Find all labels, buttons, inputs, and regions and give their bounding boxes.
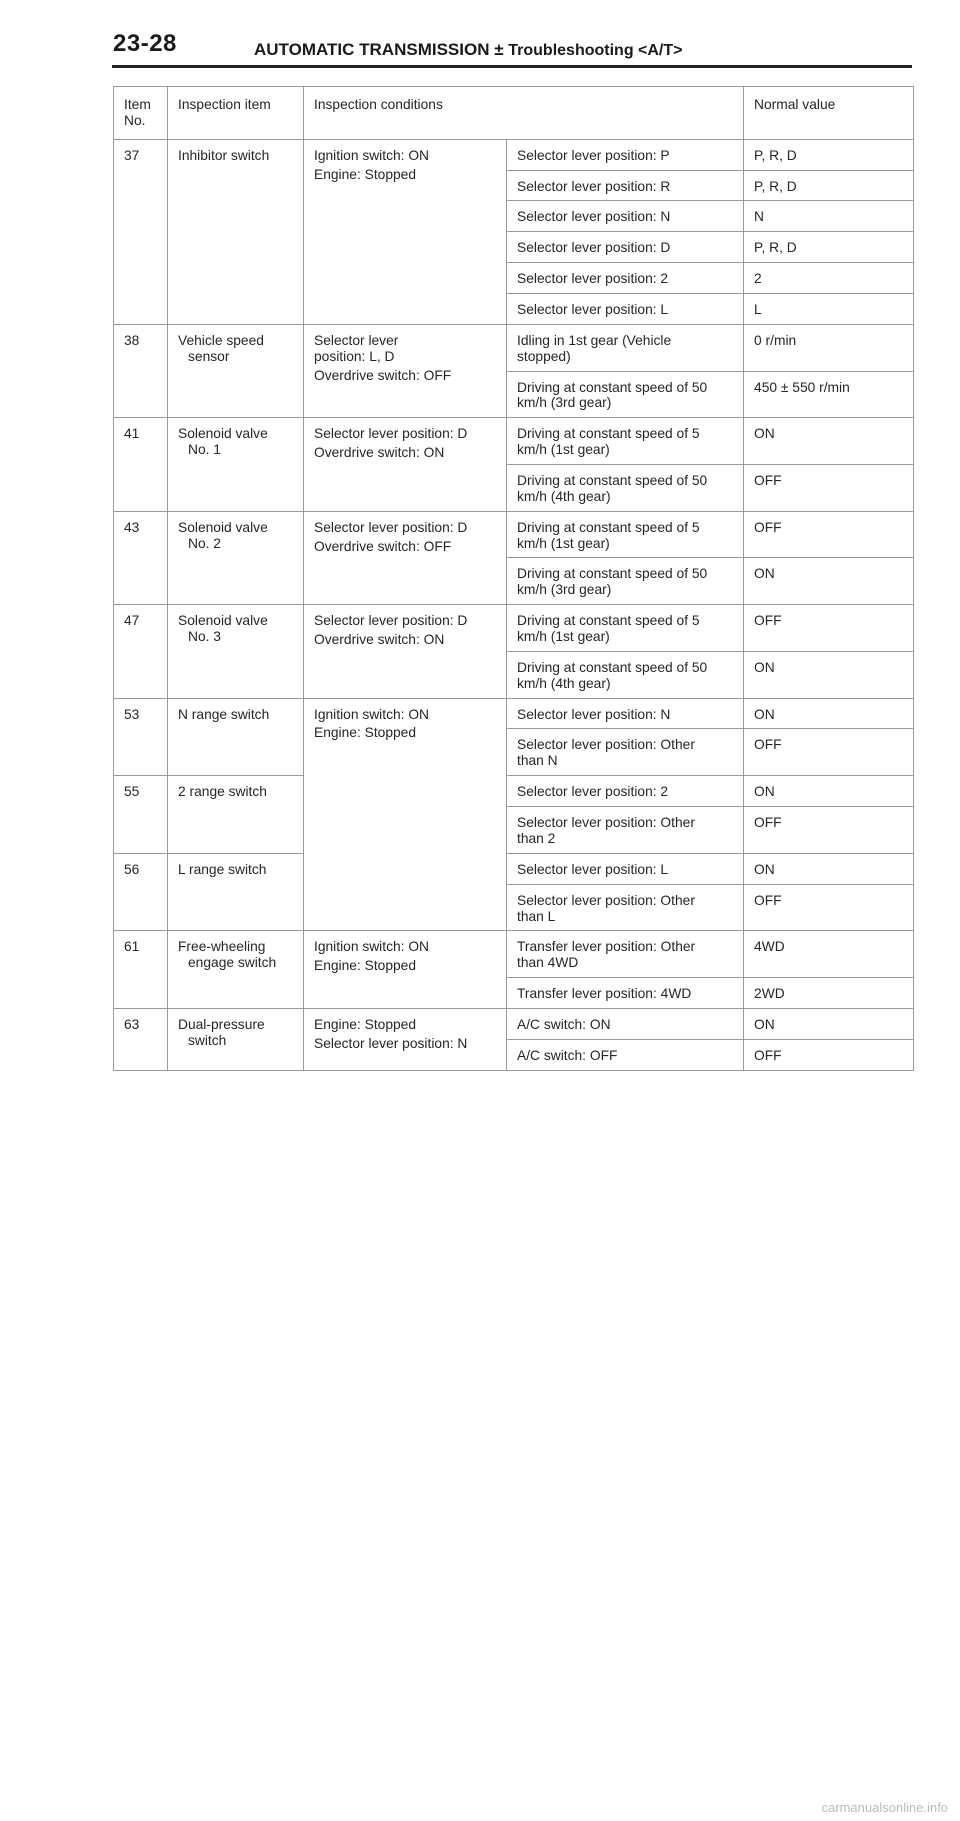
table-row bbox=[114, 776, 914, 807]
condition-line: Ignition switch: ON bbox=[314, 939, 430, 955]
table-row bbox=[114, 418, 914, 465]
condition-line: Overdrive switch: OFF bbox=[314, 367, 452, 383]
table-row bbox=[114, 139, 914, 170]
inspection-item: N range switch bbox=[168, 698, 304, 776]
inspection-item bbox=[168, 418, 304, 511]
condition-line: Driving at constant speed of 50 bbox=[517, 659, 708, 675]
condition-detail bbox=[507, 651, 744, 698]
condition-line: km/h (1st gear) bbox=[517, 629, 610, 645]
condition-line: Transfer lever position: 4WD bbox=[517, 986, 692, 1002]
condition-line: km/h (1st gear) bbox=[517, 535, 610, 551]
normal-value: 2 bbox=[744, 263, 914, 294]
item-line: Free-wheeling bbox=[178, 939, 266, 955]
condition-line: position: L, D bbox=[314, 348, 395, 364]
condition-detail: Selector lever position: L bbox=[507, 294, 744, 325]
normal-value: OFF bbox=[744, 884, 914, 931]
item-number: 63 bbox=[114, 1008, 168, 1070]
normal-value: 4WD bbox=[744, 931, 914, 978]
item-line: sensor bbox=[188, 348, 230, 364]
condition-line: Selector lever position: D bbox=[314, 426, 468, 442]
condition-line: Engine: Stopped bbox=[314, 1016, 417, 1032]
item-line: engage switch bbox=[188, 955, 277, 971]
inspection-item: Inhibitor switch bbox=[168, 139, 304, 324]
inspection-conditions bbox=[304, 605, 507, 698]
condition-line: Driving at constant speed of 50 bbox=[517, 379, 708, 395]
item-number: 47 bbox=[114, 605, 168, 698]
condition-line: Ignition switch: ON bbox=[314, 147, 430, 163]
condition-line: Selector lever bbox=[314, 332, 399, 348]
normal-value: P, R, D bbox=[744, 139, 914, 170]
item-number: 53 bbox=[114, 698, 168, 776]
table-row bbox=[114, 324, 914, 371]
condition-line: than N bbox=[517, 753, 558, 769]
condition-line: Selector lever position: Other bbox=[517, 815, 695, 831]
condition-line: Driving at constant speed of 50 bbox=[517, 473, 708, 489]
inspection-conditions bbox=[304, 139, 507, 324]
condition-detail bbox=[507, 776, 744, 807]
inspection-table bbox=[113, 86, 914, 1071]
condition-detail bbox=[507, 465, 744, 512]
condition-line: than 4WD bbox=[517, 955, 579, 971]
condition-line: Driving at constant speed of 50 bbox=[517, 566, 708, 582]
condition-detail bbox=[507, 605, 744, 652]
condition-detail bbox=[507, 558, 744, 605]
condition-line: km/h (1st gear) bbox=[517, 442, 610, 458]
inspection-conditions bbox=[304, 698, 507, 931]
condition-detail bbox=[507, 729, 744, 776]
condition-detail: Selector lever position: N bbox=[507, 201, 744, 232]
item-number: 43 bbox=[114, 511, 168, 604]
condition-line: Selector lever position: N bbox=[517, 706, 671, 722]
condition-line: km/h (4th gear) bbox=[517, 488, 611, 504]
inspection-conditions bbox=[304, 931, 507, 1009]
column-header: Inspection conditions bbox=[304, 87, 744, 140]
column-header: Inspection item bbox=[168, 87, 304, 140]
inspection-item bbox=[168, 931, 304, 1009]
header-rule bbox=[112, 65, 912, 68]
item-line: No. 3 bbox=[188, 629, 221, 645]
item-number: 38 bbox=[114, 324, 168, 417]
condition-line: Overdrive switch: OFF bbox=[314, 538, 452, 554]
condition-detail: Selector lever position: 2 bbox=[507, 263, 744, 294]
condition-detail: A/C switch: OFF bbox=[507, 1039, 744, 1070]
normal-value: ON bbox=[744, 698, 914, 729]
condition-line: Driving at constant speed of 5 bbox=[517, 519, 700, 535]
condition-line: Selector lever position: Other bbox=[517, 737, 695, 753]
normal-value: ON bbox=[744, 776, 914, 807]
page-number: 23-28 bbox=[113, 30, 177, 57]
condition-line: Driving at constant speed of 5 bbox=[517, 613, 700, 629]
item-number: 41 bbox=[114, 418, 168, 511]
inspection-item: L range switch bbox=[168, 853, 304, 931]
watermark: carmanualsonline.info bbox=[821, 1800, 948, 1815]
condition-line: Engine: Stopped bbox=[314, 958, 417, 974]
normal-value: 450 ± 550 r/min bbox=[744, 371, 914, 418]
normal-value: ON bbox=[744, 853, 914, 884]
normal-value: OFF bbox=[744, 511, 914, 558]
normal-value: OFF bbox=[744, 729, 914, 776]
table-row bbox=[114, 931, 914, 978]
condition-line: Transfer lever position: Other bbox=[517, 939, 696, 955]
normal-value: ON bbox=[744, 418, 914, 465]
item-line: Solenoid valve bbox=[178, 519, 268, 535]
condition-detail bbox=[507, 931, 744, 978]
normal-value: OFF bbox=[744, 1039, 914, 1070]
inspection-item bbox=[168, 605, 304, 698]
condition-line: Selector lever position: D bbox=[314, 613, 468, 629]
normal-value: ON bbox=[744, 651, 914, 698]
item-line: No. 2 bbox=[188, 535, 221, 551]
table-row bbox=[114, 698, 914, 729]
condition-line: Overdrive switch: ON bbox=[314, 445, 445, 461]
inspection-conditions bbox=[304, 324, 507, 417]
condition-line: Engine: Stopped bbox=[314, 166, 417, 182]
normal-value: L bbox=[744, 294, 914, 325]
condition-detail bbox=[507, 418, 744, 465]
condition-detail bbox=[507, 324, 744, 371]
normal-value: P, R, D bbox=[744, 232, 914, 263]
normal-value: ON bbox=[744, 1008, 914, 1039]
inspection-item bbox=[168, 324, 304, 417]
item-number: 56 bbox=[114, 853, 168, 931]
item-line: Solenoid valve bbox=[178, 426, 268, 442]
condition-line: Driving at constant speed of 5 bbox=[517, 426, 700, 442]
table-row bbox=[114, 605, 914, 652]
table-row bbox=[114, 853, 914, 884]
condition-detail bbox=[507, 698, 744, 729]
item-line: Dual-pressure bbox=[178, 1016, 265, 1032]
inspection-item: 2 range switch bbox=[168, 776, 304, 854]
table-row bbox=[114, 1008, 914, 1039]
condition-line: Selector lever position: Other bbox=[517, 892, 695, 908]
item-line: Solenoid valve bbox=[178, 613, 268, 629]
item-line: No. 1 bbox=[188, 442, 221, 458]
condition-line: than L bbox=[517, 908, 556, 924]
normal-value: P, R, D bbox=[744, 170, 914, 201]
item-line: switch bbox=[188, 1032, 227, 1048]
condition-line: stopped) bbox=[517, 348, 571, 364]
condition-line: than 2 bbox=[517, 830, 556, 846]
normal-value: N bbox=[744, 201, 914, 232]
subsection-title: Troubleshooting <A/T> bbox=[508, 42, 683, 59]
column-header: Normal value bbox=[744, 87, 914, 140]
condition-line: Overdrive switch: ON bbox=[314, 632, 445, 648]
condition-detail bbox=[507, 511, 744, 558]
normal-value: ON bbox=[744, 558, 914, 605]
item-number: 61 bbox=[114, 931, 168, 1009]
condition-detail: Selector lever position: R bbox=[507, 170, 744, 201]
normal-value: 2WD bbox=[744, 978, 914, 1009]
condition-detail: Selector lever position: P bbox=[507, 139, 744, 170]
condition-detail bbox=[507, 371, 744, 418]
item-number: 55 bbox=[114, 776, 168, 854]
condition-line: Ignition switch: ON bbox=[314, 706, 430, 722]
condition-detail: Selector lever position: D bbox=[507, 232, 744, 263]
inspection-conditions bbox=[304, 511, 507, 604]
condition-line: km/h (4th gear) bbox=[517, 675, 611, 691]
item-line: Vehicle speed bbox=[178, 332, 264, 348]
inspection-item bbox=[168, 511, 304, 604]
condition-detail bbox=[507, 884, 744, 931]
section-title: AUTOMATIC TRANSMISSION ± bbox=[254, 40, 509, 59]
condition-detail bbox=[507, 978, 744, 1009]
inspection-item bbox=[168, 1008, 304, 1070]
inspection-conditions bbox=[304, 1008, 507, 1070]
condition-detail bbox=[507, 807, 744, 854]
normal-value: OFF bbox=[744, 605, 914, 652]
table-row bbox=[114, 511, 914, 558]
condition-line: Engine: Stopped bbox=[314, 725, 417, 741]
condition-detail: A/C switch: ON bbox=[507, 1008, 744, 1039]
condition-line: Selector lever position: L bbox=[517, 861, 669, 877]
condition-line: km/h (3rd gear) bbox=[517, 395, 612, 411]
table-header-row bbox=[114, 87, 914, 140]
normal-value: 0 r/min bbox=[744, 324, 914, 371]
normal-value: OFF bbox=[744, 807, 914, 854]
normal-value: OFF bbox=[744, 465, 914, 512]
item-number: 37 bbox=[114, 139, 168, 324]
page-title bbox=[254, 40, 683, 60]
column-header: Item No. bbox=[114, 87, 168, 140]
inspection-conditions bbox=[304, 418, 507, 511]
condition-line: Selector lever position: 2 bbox=[517, 784, 669, 800]
condition-line: Idling in 1st gear (Vehicle bbox=[517, 332, 672, 348]
condition-line: km/h (3rd gear) bbox=[517, 582, 612, 598]
condition-line: Selector lever position: N bbox=[314, 1035, 468, 1051]
condition-detail bbox=[507, 853, 744, 884]
condition-line: Selector lever position: D bbox=[314, 519, 468, 535]
